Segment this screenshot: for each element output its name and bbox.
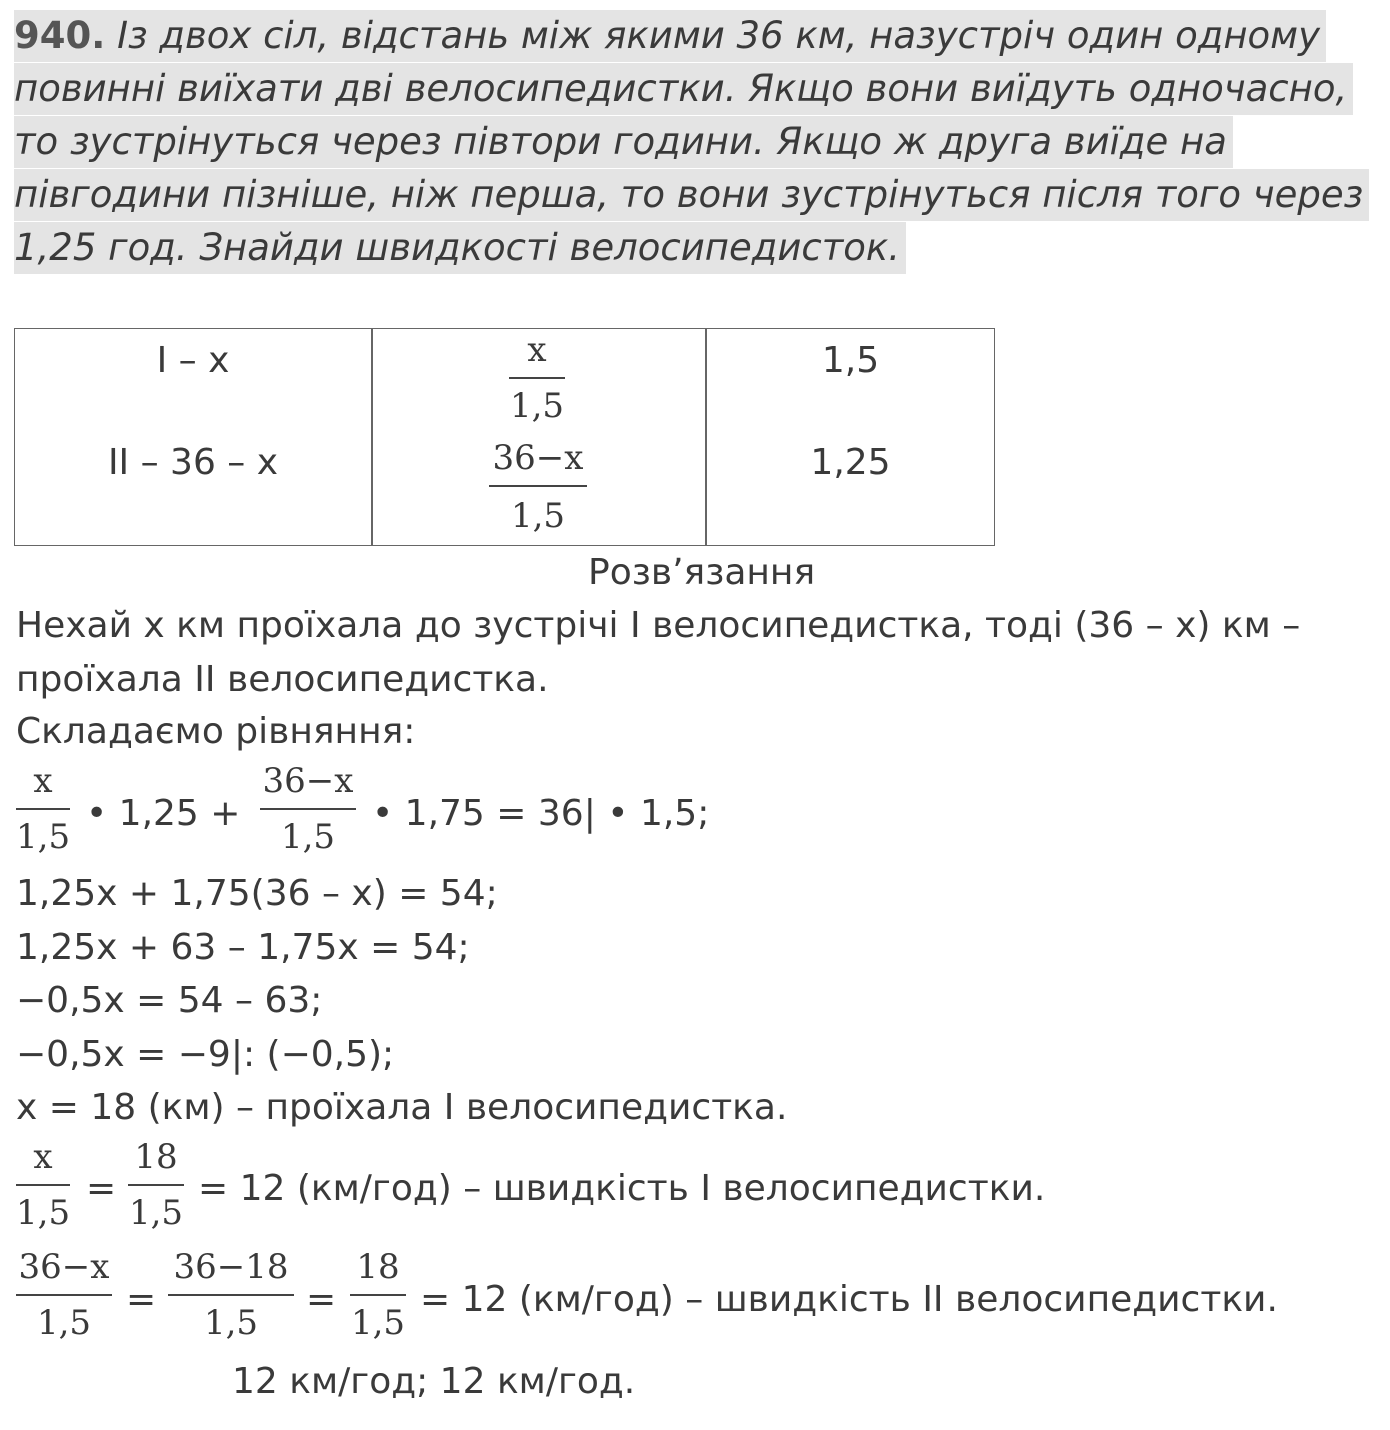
table-cell-r1c1: I – x — [156, 340, 230, 381]
fraction-denominator: 1,5 — [16, 817, 71, 857]
fraction-bar — [16, 808, 70, 810]
solution-step-5: x = 18 (км) – проїхала I велосипедистка. — [16, 1087, 788, 1128]
solution-intro-1: Нехай x км проїхала до зустрічі I велосипедистка, тоді (36 – x) км – — [16, 605, 1301, 646]
speed2-equals-2: = — [306, 1279, 337, 1320]
table-cell-r2c2 — [489, 438, 587, 536]
problem-line-3: то зустрінуться через півтори години. Якщо ж друга виїде на — [14, 116, 1233, 168]
solution-step-4: −0,5x = −9|: (−0,5); — [16, 1034, 395, 1075]
speed2-fraction-1 — [16, 1247, 112, 1343]
table-cell-r2c3: 1,25 — [810, 442, 891, 483]
eq1-fraction-1 — [16, 761, 71, 857]
table-cell-r1c3: 1,5 — [821, 340, 880, 381]
problem-line-5: 1,25 год. Знайди швидкості велосипедисток. — [14, 222, 906, 274]
speed2-fraction-3 — [350, 1247, 406, 1343]
fraction-numerator: 36−18 — [173, 1247, 289, 1287]
fraction-bar — [16, 1184, 70, 1186]
fraction-numerator: 36−x — [262, 761, 354, 801]
fraction-denominator: 1,5 — [280, 817, 336, 857]
fraction-denominator: 1,5 — [16, 1193, 71, 1233]
speed1-result: = 12 (км/год) – швидкість I велосипедистки. — [198, 1168, 1046, 1209]
fraction-denominator: 1,5 — [128, 1193, 184, 1233]
solution-step-1: 1,25x + 1,75(36 – x) = 54; — [16, 873, 498, 914]
fraction-denominator: 1,5 — [203, 1303, 259, 1343]
speed2-fraction-2 — [168, 1247, 294, 1343]
fraction-numerator: 18 — [356, 1247, 400, 1287]
fraction-numerator: x — [33, 1137, 53, 1177]
problem-text-1: Із двох сіл, відстань між якими 36 км, назустріч один одному — [117, 14, 1320, 57]
fraction-numerator: 18 — [134, 1137, 178, 1177]
solution-step-3: −0,5x = 54 – 63; — [16, 980, 323, 1021]
problem-line-2: повинні виїхати дві велосипедистки. Якщо вони виїдуть одночасно, — [14, 63, 1353, 115]
problem-line-1 — [14, 10, 1326, 62]
data-table — [14, 328, 995, 546]
table-cell-r2c1: II – 36 – x — [107, 442, 279, 483]
fraction-denominator: 1,5 — [510, 496, 566, 536]
table-cell-r1c2 — [509, 330, 565, 426]
solution-intro-3: Складаємо рівняння: — [16, 711, 416, 752]
fraction-numerator: 36−x — [18, 1247, 110, 1287]
fraction-bar — [509, 377, 565, 379]
eq1-part-1: • 1,25 + — [86, 793, 241, 834]
solution-heading: Розв’язання — [588, 552, 816, 593]
speed2-result: = 12 (км/год) – швидкість II велосипедистки. — [420, 1279, 1278, 1320]
table-divider-1 — [371, 329, 373, 545]
fraction-denominator: 1,5 — [509, 386, 565, 426]
fraction-bar — [168, 1294, 294, 1296]
fraction-bar — [350, 1294, 406, 1296]
speed1-equals: = — [86, 1168, 117, 1209]
fraction-bar — [260, 808, 356, 810]
speed2-equals-1: = — [126, 1279, 157, 1320]
fraction-denominator: 1,5 — [36, 1303, 92, 1343]
eq1-part-2: • 1,75 = 36| • 1,5; — [372, 793, 710, 834]
solution-intro-2: проїхала II велосипедистка. — [16, 659, 549, 700]
solution-step-2: 1,25x + 63 – 1,75x = 54; — [16, 927, 470, 968]
speed1-fraction-2 — [128, 1137, 184, 1233]
fraction-denominator: 1,5 — [350, 1303, 406, 1343]
problem-line-4: півгодини пізніше, ніж перша, то вони зустрінуться після того через — [14, 169, 1369, 221]
fraction-bar — [16, 1294, 112, 1296]
speed1-fraction-1 — [16, 1137, 71, 1233]
fraction-bar — [128, 1184, 184, 1186]
fraction-numerator: x — [527, 330, 547, 370]
eq1-fraction-2 — [260, 761, 356, 857]
fraction-numerator: x — [33, 761, 53, 801]
final-answer: 12 км/год; 12 км/год. — [232, 1361, 636, 1402]
problem-number: 940. — [14, 14, 106, 57]
fraction-bar — [489, 485, 587, 487]
fraction-numerator: 36−x — [492, 438, 584, 478]
